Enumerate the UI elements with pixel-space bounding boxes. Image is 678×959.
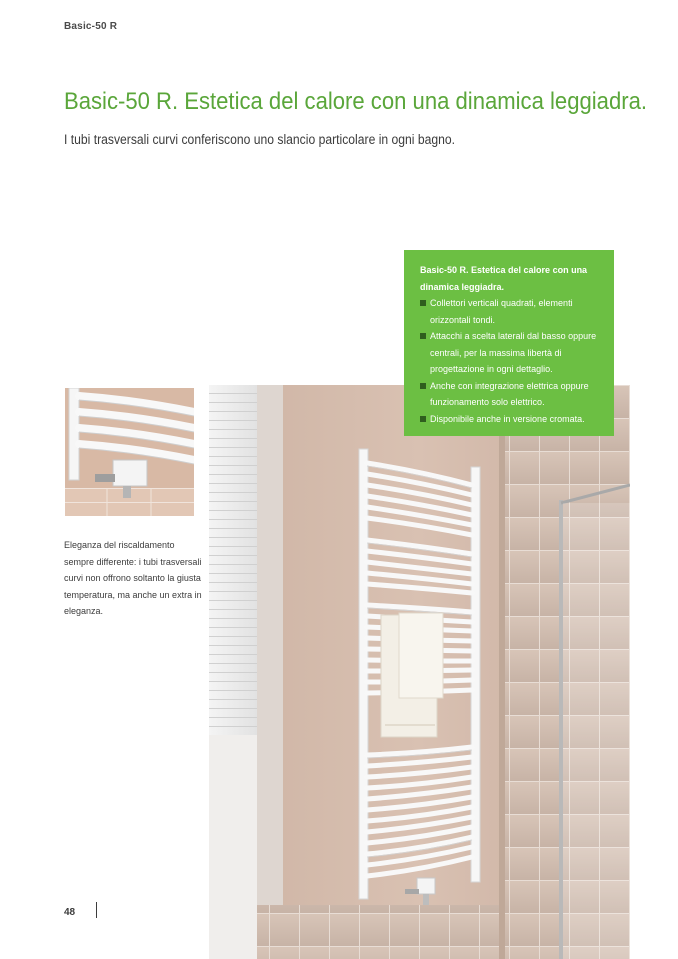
features-box-title: Basic-50 R. Estetica del calore con una dinamica leggiadra. [420,265,588,292]
features-box [404,250,614,436]
feature-item: Anche con integrazione elettrica oppure funzionamento solo elettrico. [420,378,602,411]
feature-item: Collettori verticali quadrati, elementi orizzontali tondi. [420,295,602,328]
page-title: Basic-50 R. Estetica del calore con una dinamica leggiadra. [64,88,647,115]
feature-item: Attacchi a scelta laterali dal basso oppure centrali, per la massima libertà di progettazione in ogni dettaglio. [420,328,602,378]
radiator-bathroom-photo [209,385,630,959]
feature-item: Disponibile anche in versione cromata. [420,411,602,428]
page-subtitle: I tubi trasversali curvi conferiscono uno slancio particolare in ogni bagno. [64,132,456,147]
photo-caption: Eleganza del riscaldamento sempre differente: i tubi trasversali curvi non offrono soltanto la giusta temperatura, ma anche un extra in eleganza. [64,540,202,616]
features-list [420,295,602,427]
valve-detail-photo [65,388,194,516]
page-number: 48 [64,907,76,918]
running-header: Basic-50 R [64,21,118,32]
page-number-divider [96,902,97,918]
